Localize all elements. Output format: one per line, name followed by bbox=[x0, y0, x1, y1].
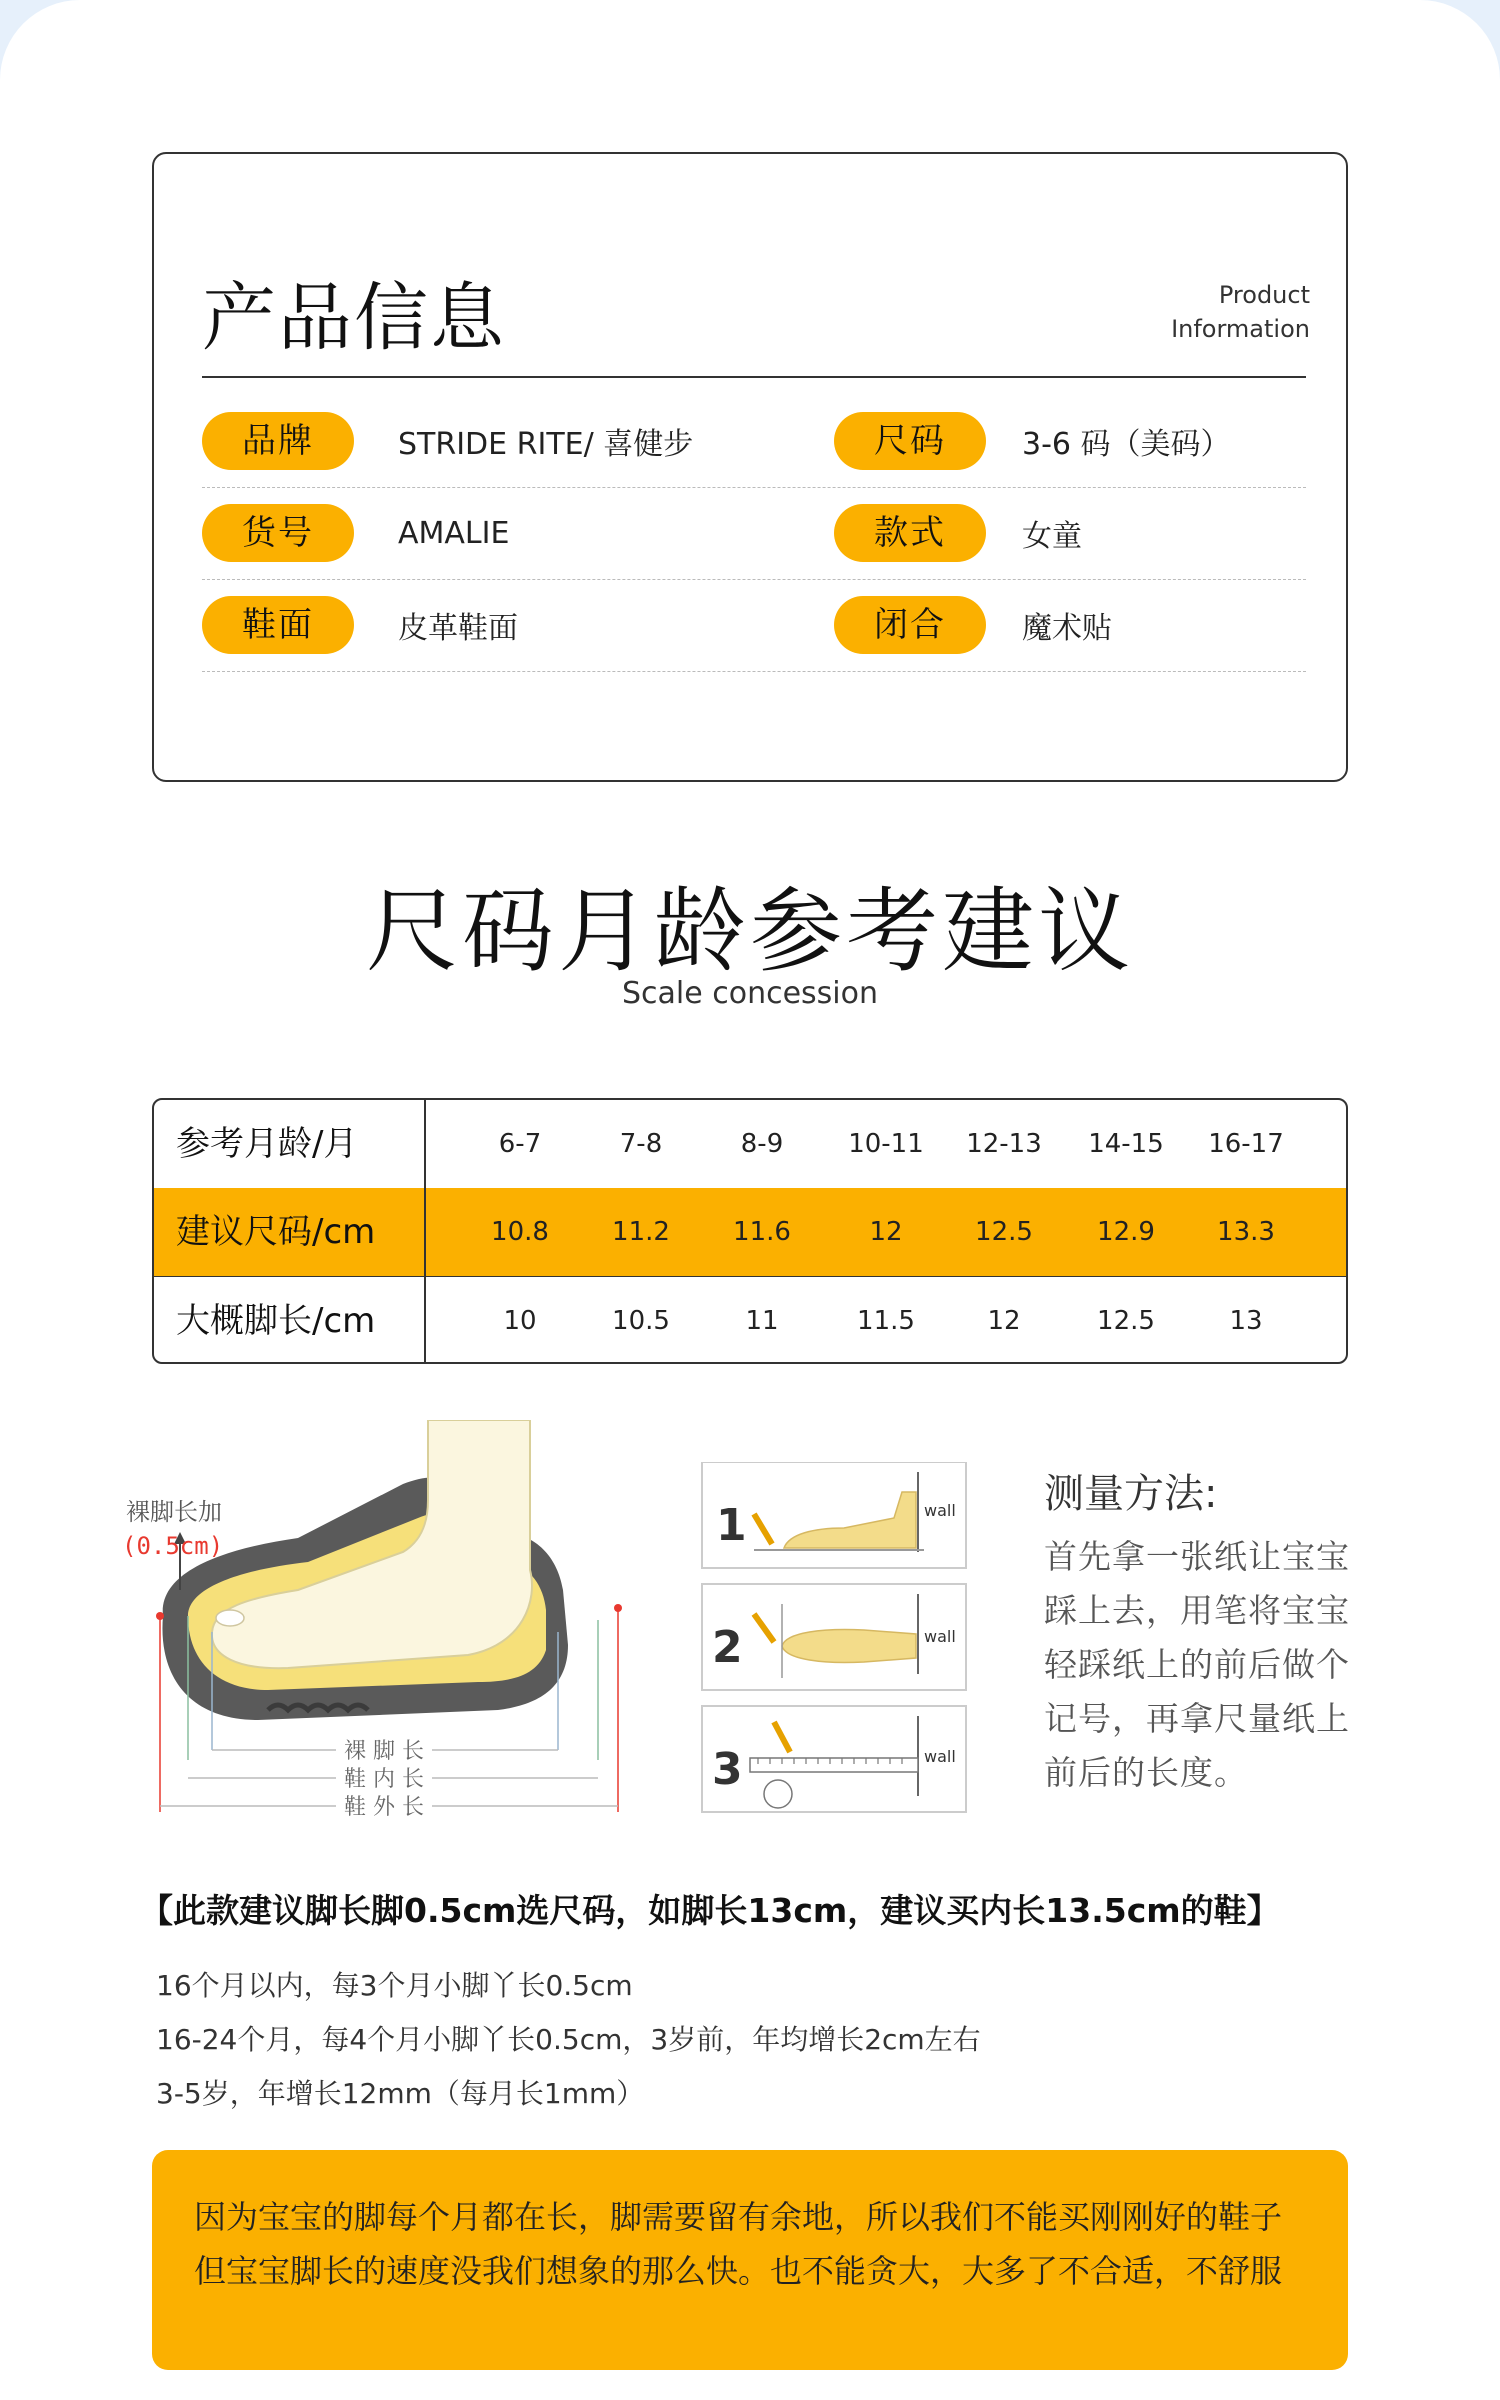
table-cell: 12.9 bbox=[1097, 1217, 1155, 1247]
info-field-size bbox=[834, 396, 1231, 486]
table-cell: 12.5 bbox=[1097, 1306, 1155, 1336]
method-line: 轻踩纸上的前后做个 bbox=[1044, 1645, 1350, 1684]
info-row bbox=[202, 488, 1306, 580]
extra-length-note: 裸脚长加 bbox=[126, 1498, 222, 1526]
subtitle-line: Information bbox=[1171, 315, 1310, 343]
info-field-closure bbox=[834, 580, 1112, 670]
method-line: 记号，再拿尺量纸上 bbox=[1044, 1699, 1350, 1738]
table-cell: 13.3 bbox=[1217, 1217, 1275, 1247]
field-value: 皮革鞋面 bbox=[398, 611, 518, 646]
table-cell: 8-9 bbox=[740, 1129, 784, 1159]
size-section-subtitle: Scale concession bbox=[621, 976, 879, 1011]
product-info-title: 产品信息 bbox=[202, 275, 506, 361]
ruler-icon bbox=[750, 1758, 918, 1772]
footprint-shape bbox=[782, 1630, 916, 1663]
field-label-pill: 品牌 bbox=[202, 412, 354, 470]
field-label-pill: 尺码 bbox=[834, 412, 986, 470]
row-cells bbox=[426, 1100, 1346, 1188]
table-cell: 10 bbox=[503, 1306, 537, 1336]
field-value: 魔术贴 bbox=[1022, 611, 1112, 646]
table-cell: 12-13 bbox=[966, 1129, 1042, 1159]
table-cell: 11.6 bbox=[733, 1217, 791, 1247]
extra-length-value: (0.5cm) bbox=[122, 1532, 224, 1560]
field-label-pill: 闭合 bbox=[834, 596, 986, 654]
measure-step-3 bbox=[702, 1706, 966, 1812]
method-line: 首先拿一张纸让宝宝 bbox=[1044, 1537, 1350, 1576]
row-header: 大概脚长/cm bbox=[154, 1277, 426, 1364]
table-cell: 12 bbox=[869, 1217, 903, 1247]
table-row-age bbox=[154, 1100, 1346, 1188]
info-row bbox=[202, 580, 1306, 672]
table-cell: 6-7 bbox=[498, 1129, 542, 1159]
row-header: 建议尺码/cm bbox=[154, 1188, 426, 1276]
foot-in-shoe-illustration bbox=[118, 1420, 638, 1830]
info-field-upper bbox=[202, 580, 518, 670]
title-divider bbox=[202, 376, 1306, 378]
outer-length-label: 鞋 外 长 bbox=[344, 1795, 424, 1820]
subtitle-line: Product bbox=[1218, 281, 1310, 309]
table-cell: 10-11 bbox=[848, 1129, 924, 1159]
step-number: 3 bbox=[712, 1744, 743, 1795]
size-tip: 【此款建议脚长脚0.5cm选尺码，如脚长13cm，建议买内长13.5cm的鞋】 bbox=[140, 1891, 1280, 1930]
field-label-pill: 鞋面 bbox=[202, 596, 354, 654]
measure-step-2 bbox=[702, 1584, 966, 1690]
size-table bbox=[152, 1098, 1348, 1364]
info-field-brand bbox=[202, 396, 693, 486]
product-info-card bbox=[152, 152, 1348, 782]
table-cell: 14-15 bbox=[1088, 1129, 1164, 1159]
info-row bbox=[202, 396, 1306, 488]
info-field-item-no bbox=[202, 488, 509, 578]
toenail-shape bbox=[216, 1610, 244, 1626]
growth-note: 16个月以内，每3个月小脚丫长0.5cm bbox=[156, 1969, 633, 2002]
table-cell: 10.8 bbox=[491, 1217, 549, 1247]
reminder-line: 但宝宝脚长的速度没我们想象的那么快。也不能贪大，大多了不合适，不舒服 bbox=[194, 2252, 1283, 2290]
field-label-pill: 款式 bbox=[834, 504, 986, 562]
table-cell: 12.5 bbox=[975, 1217, 1033, 1247]
table-cell: 10.5 bbox=[612, 1306, 670, 1336]
field-value: 女童 bbox=[1022, 519, 1082, 554]
wall-label: wall bbox=[924, 1627, 956, 1646]
growth-note: 3-5岁，年增长12mm（每月长1mm） bbox=[156, 2077, 645, 2110]
info-field-style bbox=[834, 488, 1082, 578]
table-cell: 12 bbox=[987, 1306, 1021, 1336]
magnifier-icon bbox=[764, 1780, 792, 1808]
row-cells bbox=[426, 1188, 1346, 1276]
measuring-steps-illustration bbox=[694, 1462, 974, 1822]
row-header: 参考月龄/月 bbox=[154, 1100, 426, 1188]
step-number: 2 bbox=[712, 1622, 743, 1673]
size-section-title: 尺码月龄参考建议 bbox=[365, 878, 1134, 985]
reminder-line: 因为宝宝的脚每个月都在长，脚需要留有余地，所以我们不能买刚刚好的鞋子 bbox=[194, 2198, 1283, 2236]
table-cell: 16-17 bbox=[1208, 1129, 1284, 1159]
table-cell: 11 bbox=[745, 1306, 779, 1336]
table-row-size bbox=[154, 1188, 1346, 1276]
row-cells bbox=[426, 1277, 1346, 1364]
table-cell: 11.5 bbox=[857, 1306, 915, 1336]
wall-label: wall bbox=[924, 1501, 956, 1520]
field-label-pill: 货号 bbox=[202, 504, 354, 562]
bare-foot-length-label: 裸 脚 长 bbox=[344, 1739, 424, 1764]
table-cell: 13 bbox=[1229, 1306, 1263, 1336]
wall-label: wall bbox=[924, 1747, 956, 1766]
field-value: 3-6 码（美码） bbox=[1022, 427, 1231, 462]
field-value: AMALIE bbox=[398, 515, 510, 551]
method-line: 踩上去，用笔将宝宝 bbox=[1044, 1591, 1350, 1630]
method-line: 前后的长度。 bbox=[1044, 1753, 1248, 1792]
field-value: STRIDE RITE/ 喜健步 bbox=[398, 427, 694, 462]
step-number: 1 bbox=[716, 1500, 747, 1551]
table-cell: 7-8 bbox=[619, 1129, 663, 1159]
method-text bbox=[1044, 1530, 1384, 1800]
product-info-subtitle bbox=[1090, 278, 1310, 346]
table-cell: 11.2 bbox=[612, 1217, 670, 1247]
measure-step-1 bbox=[702, 1462, 966, 1568]
table-row-foot-length bbox=[154, 1276, 1346, 1364]
reminder-box bbox=[152, 2150, 1348, 2370]
growth-note: 16-24个月，每4个月小脚丫长0.5cm，3岁前，年均增长2cm左右 bbox=[156, 2023, 981, 2056]
method-title: 测量方法: bbox=[1044, 1471, 1218, 1517]
inner-length-label: 鞋 内 长 bbox=[344, 1767, 424, 1792]
